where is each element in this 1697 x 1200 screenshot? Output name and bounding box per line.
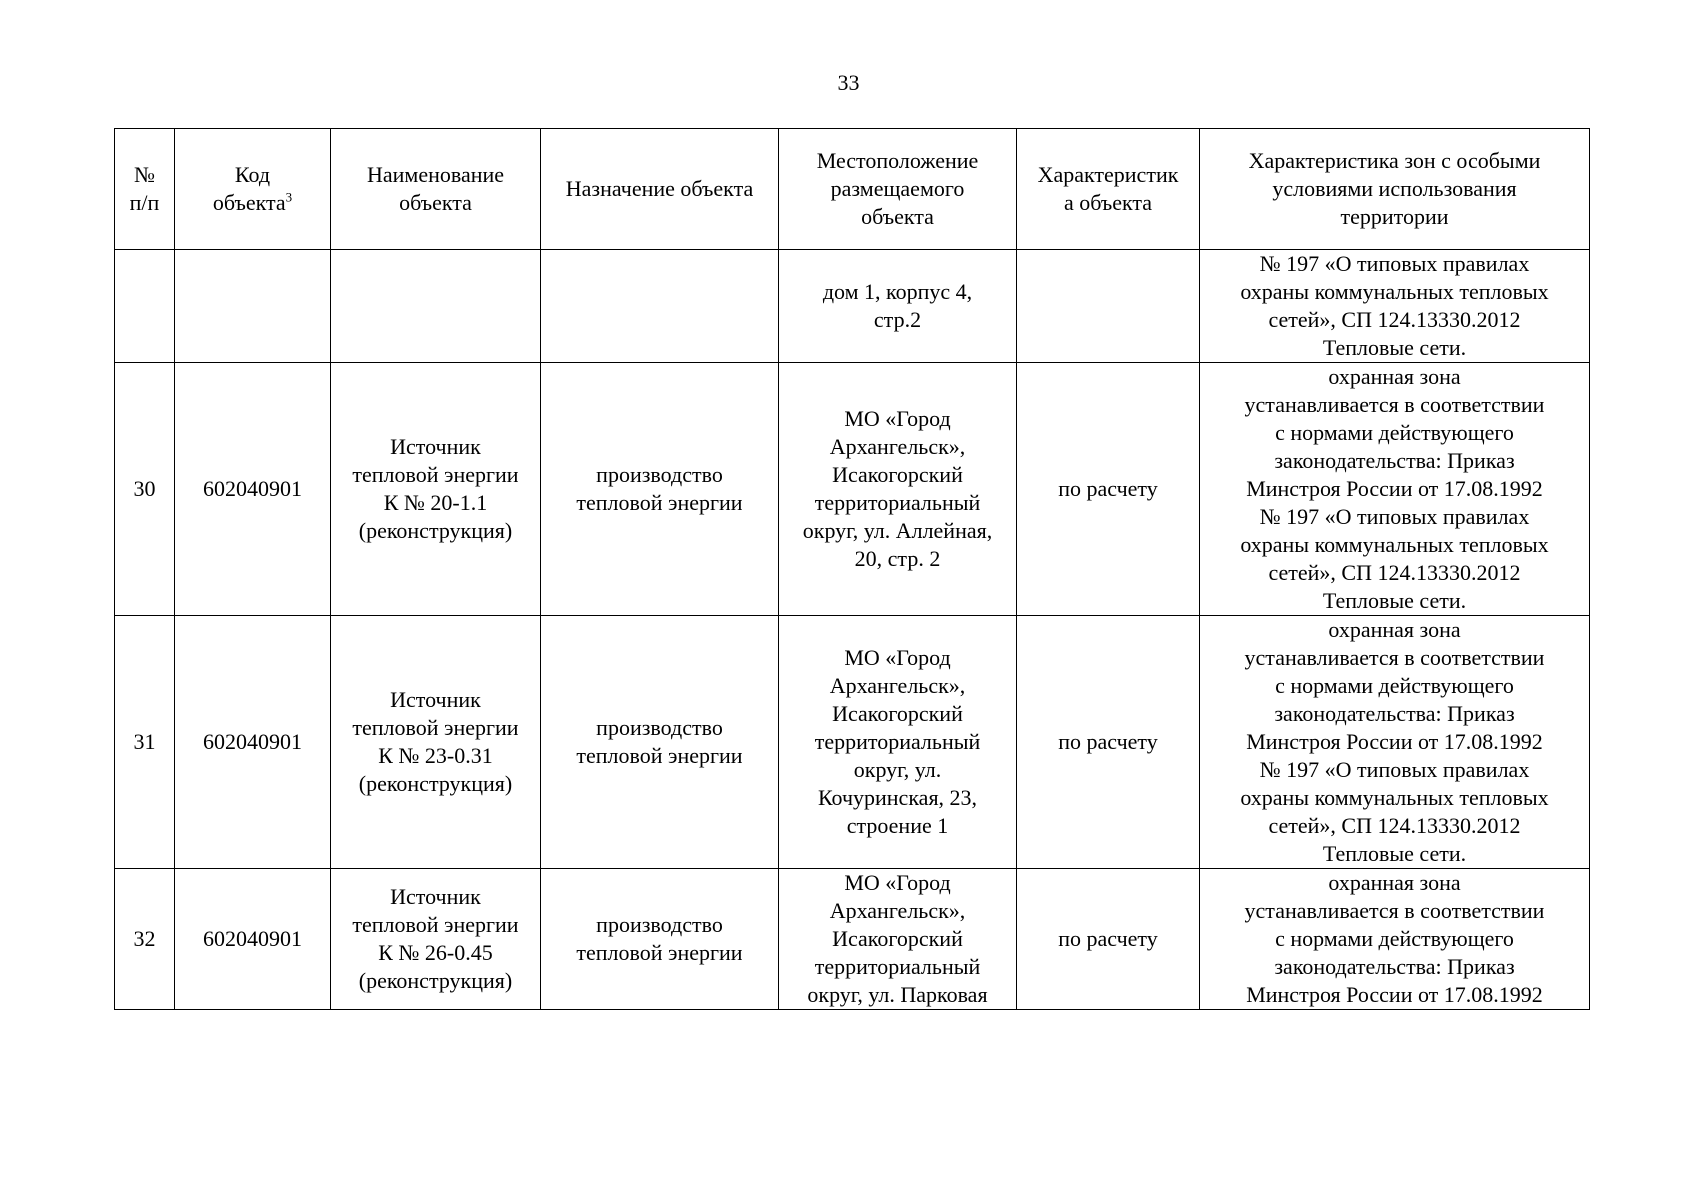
cell-purpose: производство тепловой энергии	[541, 363, 779, 616]
cell-zones: охранная зона устанавливается в соответствии с нормами действующего законодательства: Приказ Минстроя России от 17.08.1992 № 197 «О типовых правилах охраны коммунальных тепловых сетей», СП 124.13330.2012 Тепловые сети.	[1200, 616, 1590, 869]
table-row-continuation	[115, 250, 1590, 363]
cell-characteristic: по расчету	[1017, 363, 1200, 616]
footnote-marker: 3	[285, 189, 293, 205]
cell-num: 32	[115, 869, 175, 1010]
cell-code: 602040901	[175, 363, 331, 616]
cell-code: 602040901	[175, 869, 331, 1010]
cell-name	[331, 250, 541, 363]
table-row	[115, 616, 1590, 869]
page-number: 33	[837, 70, 860, 95]
header-zones: Характеристика зон с особыми условиями использования территории	[1200, 129, 1590, 250]
header-purpose: Назначение объекта	[541, 129, 779, 250]
cell-num	[115, 250, 175, 363]
cell-num: 31	[115, 616, 175, 869]
table-row	[115, 869, 1590, 1010]
header-code: Код объекта$^3$	[175, 129, 331, 250]
cell-zones: охранная зона устанавливается в соответствии с нормами действующего законодательства: Приказ Минстроя России от 17.08.1992 № 197 «О типовых правилах охраны коммунальных тепловых сетей», СП 124.13330.2012 Тепловые сети.	[1200, 363, 1590, 616]
header-location: Местоположение размещаемого объекта	[779, 129, 1017, 250]
cell-characteristic: по расчету	[1017, 869, 1200, 1010]
cell-code	[175, 250, 331, 363]
cell-purpose: производство тепловой энергии	[541, 616, 779, 869]
cell-purpose	[541, 250, 779, 363]
cell-location: МО «Город Архангельск», Исакогорский территориальный округ, ул. Парковая	[779, 869, 1017, 1010]
table-row	[115, 363, 1590, 616]
header-characteristic: Характеристик а объекта	[1017, 129, 1200, 250]
cell-zones: охранная зона устанавливается в соответствии с нормами действующего законодательства: Приказ Минстроя России от 17.08.1992	[1200, 869, 1590, 1010]
cell-location: дом 1, корпус 4, стр.2	[779, 250, 1017, 363]
table-header-row	[115, 129, 1590, 250]
cell-characteristic	[1017, 250, 1200, 363]
cell-location: МО «Город Архангельск», Исакогорский территориальный округ, ул. Аллейная, 20, стр. 2	[779, 363, 1017, 616]
cell-code: 602040901	[175, 616, 331, 869]
cell-characteristic: по расчету	[1017, 616, 1200, 869]
cell-purpose: производство тепловой энергии	[541, 869, 779, 1010]
header-num: № п/п	[115, 129, 175, 250]
header-name: Наименование объекта	[331, 129, 541, 250]
objects-table	[114, 128, 1590, 1010]
cell-name: Источник тепловой энергии К № 20-1.1 (реконструкция)	[331, 363, 541, 616]
cell-name: Источник тепловой энергии К № 26-0.45 (реконструкция)	[331, 869, 541, 1010]
cell-name: Источник тепловой энергии К № 23-0.31 (реконструкция)	[331, 616, 541, 869]
cell-location: МО «Город Архангельск», Исакогорский территориальный округ, ул. Кочуринская, 23, строение 1	[779, 616, 1017, 869]
cell-zones: № 197 «О типовых правилах охраны коммунальных тепловых сетей», СП 124.13330.2012 Тепловые сети.	[1200, 250, 1590, 363]
cell-num: 30	[115, 363, 175, 616]
